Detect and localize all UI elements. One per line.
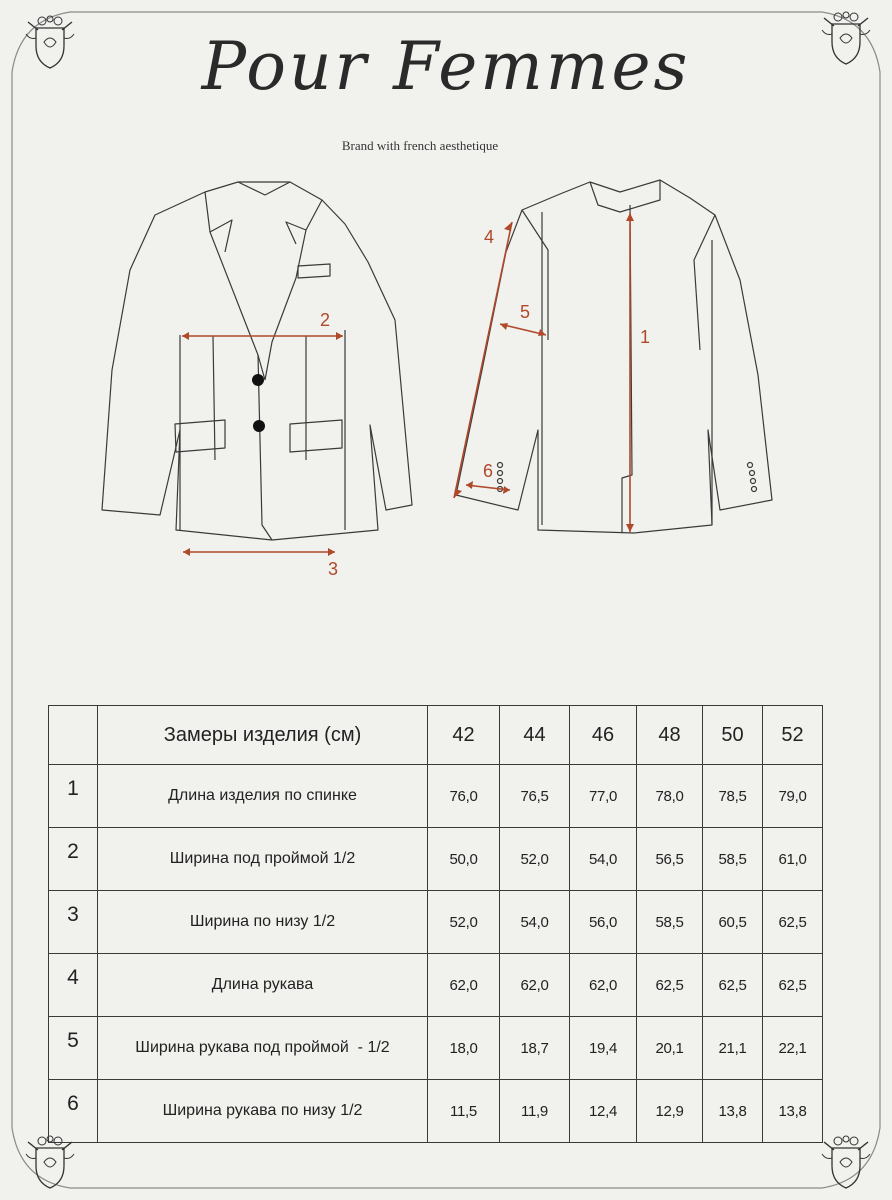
table-row [49,828,823,891]
table-header-row [49,706,823,765]
row-value: 60,5 [703,891,763,954]
row-index: 5 [49,1017,98,1080]
row-value: 22,1 [763,1017,823,1080]
header-index-cell [49,706,98,765]
row-value: 52,0 [428,891,500,954]
row-value: 52,0 [500,828,570,891]
table-row [49,1080,823,1143]
size-table [48,705,823,1143]
row-index: 3 [49,891,98,954]
front-jacket-body [102,182,412,540]
row-index: 2 [49,828,98,891]
header-size: 50 [703,706,763,765]
row-value: 21,1 [703,1017,763,1080]
button-icon [252,374,264,386]
header-size: 48 [637,706,703,765]
marker-1: 1 [640,327,651,347]
row-value: 18,0 [428,1017,500,1080]
row-label: Ширина по низу 1/2 [98,891,428,954]
row-label: Ширина рукава под проймой - 1/2 [98,1017,428,1080]
row-value: 61,0 [763,828,823,891]
row-value: 62,0 [570,954,637,1017]
table-row [49,1017,823,1080]
header-size: 44 [500,706,570,765]
row-value: 79,0 [763,765,823,828]
marker-6: 6 [483,461,494,481]
brand-subtitle: Brand with french aesthetique [341,138,499,153]
row-label: Длина рукава [98,954,428,1017]
row-value: 19,4 [570,1017,637,1080]
marker-3: 3 [328,559,339,579]
row-value: 62,0 [428,954,500,1017]
row-index: 1 [49,765,98,828]
marker-4: 4 [484,227,495,247]
row-value: 18,7 [500,1017,570,1080]
row-value: 62,5 [763,954,823,1017]
row-value: 54,0 [570,828,637,891]
row-value: 12,9 [637,1080,703,1143]
row-value: 62,5 [763,891,823,954]
row-value: 56,5 [637,828,703,891]
header-size: 52 [763,706,823,765]
row-value: 78,5 [703,765,763,828]
row-value: 54,0 [500,891,570,954]
row-value: 62,5 [703,954,763,1017]
brand-title: Pour Femmes [201,28,691,105]
row-index: 4 [49,954,98,1017]
row-value: 11,5 [428,1080,500,1143]
row-label: Ширина под проймой 1/2 [98,828,428,891]
row-value: 56,0 [570,891,637,954]
row-value: 12,4 [570,1080,637,1143]
row-value: 13,8 [763,1080,823,1143]
marker-5: 5 [520,302,531,322]
row-label: Длина изделия по спинке [98,765,428,828]
row-value: 11,9 [500,1080,570,1143]
row-value: 58,5 [637,891,703,954]
table-row [49,891,823,954]
table-row [49,765,823,828]
row-value: 50,0 [428,828,500,891]
row-value: 77,0 [570,765,637,828]
row-value: 76,5 [500,765,570,828]
header-size: 46 [570,706,637,765]
row-value: 58,5 [703,828,763,891]
marker-2: 2 [320,310,331,330]
back-jacket-body [456,180,772,533]
row-value: 62,0 [500,954,570,1017]
row-index: 6 [49,1080,98,1143]
header-label: Замеры изделия (см) [98,706,428,765]
row-value: 20,1 [637,1017,703,1080]
row-value: 76,0 [428,765,500,828]
crest-icon [818,1132,874,1192]
button-icon [253,420,265,432]
row-value: 13,8 [703,1080,763,1143]
header-size: 42 [428,706,500,765]
row-label: Ширина рукава по низу 1/2 [98,1080,428,1143]
row-value: 78,0 [637,765,703,828]
table-row [49,954,823,1017]
row-value: 62,5 [637,954,703,1017]
